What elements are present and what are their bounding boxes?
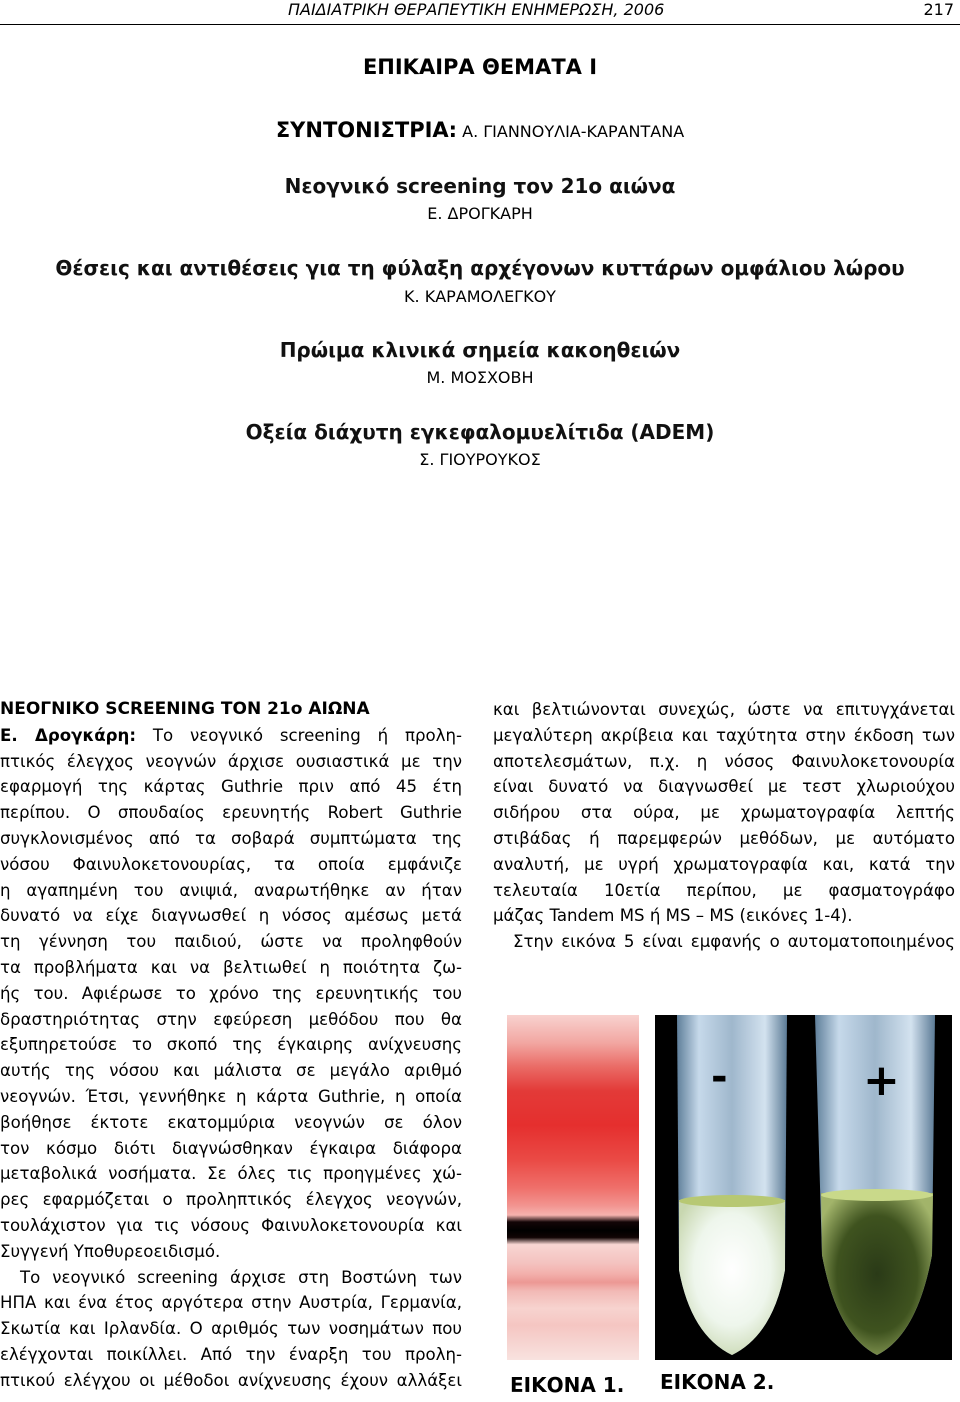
tube-left-liquid [679, 1200, 785, 1355]
topic-title: Πρώιμα κλινικά σημεία κακοηθειών [279, 338, 681, 362]
paragraph-line: δυνατό να είχε διαγνωσθεί η νόσος αμέσως μετά [0, 906, 462, 926]
topic-title: Θέσεις και αντιθέσεις για τη φύλαξη αρχέγονων κυττάρων ομφάλιου λώρου [55, 256, 905, 280]
header-rule [0, 24, 960, 25]
article-heading: ΝΕΟΓΝΙΚΟ SCREENING ΤΟΝ 21ο ΑΙΩΝΑ [0, 699, 370, 719]
paragraph-line: τελευταία 10ετία περίπου, με φασματογράφο [493, 880, 955, 900]
paragraph-line: αναλυτή, με υγρή χρωματογραφία και, κατά την [493, 854, 955, 874]
topic-title: Οξεία διάχυτη εγκεφαλομυελίτιδα (ADEM) [245, 420, 715, 444]
paragraph-line: νόσου Φαινυλοκετονουρίας, τα οποία εμφάνιζε [0, 854, 462, 874]
paragraph-line: ΗΠΑ και ένα έτος αργότερα στην Αυστρία, Γερμανία, [0, 1293, 462, 1313]
tube-minus-sign: - [711, 1054, 728, 1100]
figure-1-caption: ΕΙΚΟΝΑ 1. [510, 1373, 625, 1397]
paragraph-line: νεογνών. Έτσι, γεννήθηκε η κάρτα Guthrie, η οποία [0, 1086, 462, 1106]
figure-1-image [507, 1015, 639, 1360]
paragraph-line: πτικός έλεγχος νεογνών άρχισε ουσιαστικά με την [0, 751, 462, 771]
tube-right-liquid [821, 1193, 933, 1355]
paragraph-line: τουλάχιστον για τις νόσους Φαινυλοκετονουρία και [0, 1215, 462, 1235]
paragraph-line: μεγαλύτερη ακρίβεια και ταχύτητα στην έκδοση των [493, 725, 955, 745]
topic-author: Σ. ΓΙΟΥΡΟΥΚΟΣ [419, 450, 541, 469]
journal-title: ΠΑΙΔΙΑΤΡΙΚΗ ΘΕΡΑΠΕΥΤΙΚΗ ΕΝΗΜΕΡΩΣΗ, 2006 [288, 0, 665, 19]
paragraph-line: μάζας Tandem MS ή MS – MS (εικόνες 1-4). [493, 906, 853, 926]
paragraph-line: μεταβολικά νοσήματα. Σε όλες τις προηγμένες χώ- [0, 1164, 462, 1184]
section-title: ΕΠΙΚΑΙΡΑ ΘΕΜΑΤΑ Ι [362, 55, 598, 79]
paragraph-line: σιδήρου στα ούρα, με χρωματογραφία λεπτής [493, 803, 955, 823]
paragraph-line: και βελτιώνονται συνεχώς, ώστε να επιτυγχάνεται [493, 700, 955, 719]
text-span: Το νεογνικό screening ή προλη- [135, 725, 463, 745]
paragraph-line: Το νεογνικό screening άρχισε στη Βοστώνη των [20, 1267, 462, 1287]
paragraph-line: τη γέννηση του παιδιού, ώστε να προληφθούν [0, 932, 462, 952]
left-column [0, 697, 462, 1394]
author-lead: Ε. Δρογκάρη: [0, 725, 136, 745]
figure-2-caption: ΕΙΚΟΝΑ 2. [660, 1370, 775, 1394]
coordinator-label: ΣΥΝΤΟΝΙΣΤΡΙΑ: [275, 118, 458, 142]
paragraph-line: τον κόσμο διότι διαγνώσθηκαν έγκαιρα διάφορα [0, 1138, 462, 1158]
paragraph-line: πτικού ελέγχου οι μέθοδοι ανίχνευσης έχουν αλλάξει [0, 1370, 462, 1390]
paragraph-line: στιβάδας ή παρεμφερών μεθόδων, με αυτόματο [493, 828, 955, 848]
paragraph-line: Σκωτία και Ιρλανδία. Ο αριθμός των νοσημάτων που [0, 1319, 462, 1339]
paragraph-line: δραστηριότητας στην εφεύρεση μεθόδου που θα [0, 1009, 462, 1029]
topic-author: Μ. ΜΟΣΧΟΒΗ [426, 368, 534, 387]
coordinator-line [0, 118, 960, 142]
figure-2-image [655, 1015, 952, 1360]
paragraph-line: ρες εφαρμόζεται ο προληπτικός έλεγχος νεογνών, [0, 1190, 462, 1210]
paragraph-line: αποτελεσμάτων, π.χ. η νόσος Φαινυλοκετονουρία [493, 751, 955, 771]
paragraph-line: η αγαπημένη του ανιψιά, αναρωτήθηκε αν ήταν [0, 880, 462, 900]
paragraph-line [0, 723, 462, 749]
test-tubes-drawing [655, 1015, 952, 1360]
topic-author: Ε. ΔΡΟΓΚΑΡΗ [427, 204, 533, 223]
paragraph-line: βοήθησε έκτοτε εκατομμύρια νεογνών σε όλον [0, 1112, 462, 1132]
paragraph-line: περίπου. Ο σπουδαίος ερευνητής Robert Guthrie [0, 803, 462, 823]
running-header [0, 0, 960, 22]
topic-title: Νεογνικό screening τον 21ο αιώνα [284, 174, 676, 198]
paragraph-line: εφαρμογή της κάρτας Guthrie πριν από 45 έτη [0, 777, 462, 797]
page-number: 217 [923, 0, 954, 19]
paragraph-line: αυτής της νόσου και μάλιστα σε μεγάλο αριθμό [0, 1061, 462, 1081]
tube-plus-sign: + [863, 1055, 900, 1106]
paragraph-line: είναι δυνατό να διαγνωσθεί με τεστ χλωριούχου [493, 777, 955, 797]
paragraph-line: συγκλονισμένος από τα σοβαρά συμπτώματα της [0, 828, 462, 848]
paragraph-line: εξυπηρετούσε το σκοπό της έγκαιρης ανίχνευσης [0, 1035, 462, 1055]
coordinator-name: Α. ΓΙΑΝΝΟΥΛΙΑ-ΚΑΡΑΝΤΑΝΑ [462, 122, 685, 141]
right-column [493, 697, 955, 955]
paragraph-line: ελέγχονται ποικίλλει. Από την έναρξη του προλη- [0, 1344, 462, 1364]
paragraph-line: τα προβλήματα και να βελτιωθεί η ποιότητα ζω- [0, 957, 462, 977]
paragraph-line: ής του. Αφιέρωσε το χρόνο της ερευνητικής του [0, 983, 462, 1003]
topic-author: Κ. ΚΑΡΑΜΟΛΕΓΚΟΥ [404, 287, 556, 306]
paragraph-line: Συγγενή Υποθυρεοειδισμό. [0, 1241, 221, 1261]
paragraph-line: Στην εικόνα 5 είναι εμφανής ο αυτοματοποιημένος [513, 932, 955, 952]
